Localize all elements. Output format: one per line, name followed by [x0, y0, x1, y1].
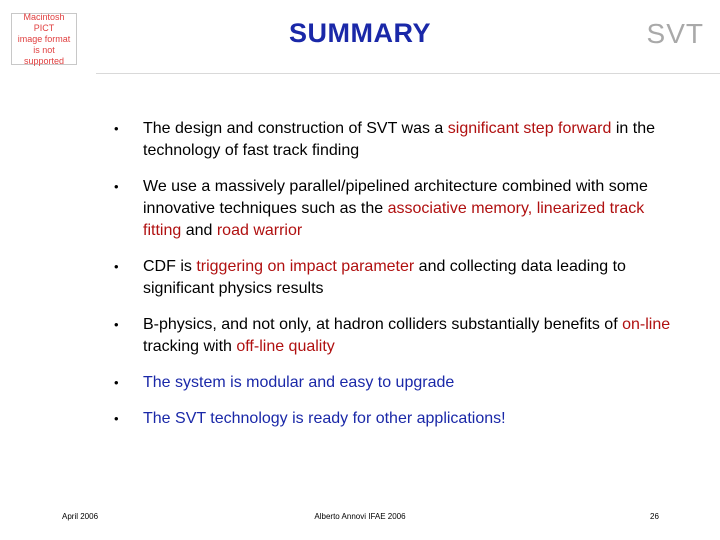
bullet-dot-icon: •	[114, 375, 119, 390]
bullet-item	[112, 176, 672, 242]
highlighted-text: off-line quality	[236, 338, 335, 355]
bullet-text: The SVT technology is ready for other applications!	[143, 410, 506, 427]
bullet-list	[112, 118, 672, 430]
highlighted-text: significant step forward	[447, 120, 612, 137]
highlighted-text: associative memory, linearized track fitting	[143, 200, 645, 239]
footer-date: April 2006	[62, 512, 99, 521]
header-divider	[96, 73, 720, 74]
bullet-item	[112, 408, 672, 430]
bullet-item	[112, 314, 672, 358]
svt-logo: SVT	[646, 18, 704, 49]
slide-title: SUMMARY	[289, 18, 431, 48]
page-number: 26	[650, 512, 659, 521]
bullet-item	[112, 256, 672, 300]
bullet-dot-icon: •	[114, 411, 119, 426]
highlighted-text: on-line	[622, 316, 671, 333]
bullet-text: The design and construction of SVT was a	[143, 120, 448, 137]
bullet-text: B-physics, and not only, at hadron colliders substantially benefits of	[143, 316, 623, 333]
bullet-dot-icon: •	[114, 179, 119, 194]
bullet-dot-icon: •	[114, 259, 119, 274]
bullet-item	[112, 118, 672, 162]
footer-author: Alberto Annovi IFAE 2006	[314, 512, 406, 521]
bullet-text: tracking with	[143, 338, 237, 355]
bullet-text: and	[181, 222, 217, 239]
bullet-text: in the technology of fast track finding	[143, 120, 655, 159]
bullet-item	[112, 372, 672, 394]
highlighted-text: triggering on impact parameter	[196, 258, 415, 275]
bullet-text: The system is modular and easy to upgrade	[143, 374, 455, 391]
placeholder-text: Macintosh PICT image format is not supported	[17, 11, 71, 66]
bullet-dot-icon: •	[114, 121, 119, 136]
highlighted-text: road warrior	[216, 222, 303, 239]
bullet-text: and collecting data leading to significant physics results	[143, 258, 626, 297]
bullet-dot-icon: •	[114, 317, 119, 332]
bullet-text: CDF is	[143, 258, 197, 275]
bullet-text: We use a massively parallel/pipelined architecture combined with some innovative techniques such as the	[143, 178, 648, 217]
